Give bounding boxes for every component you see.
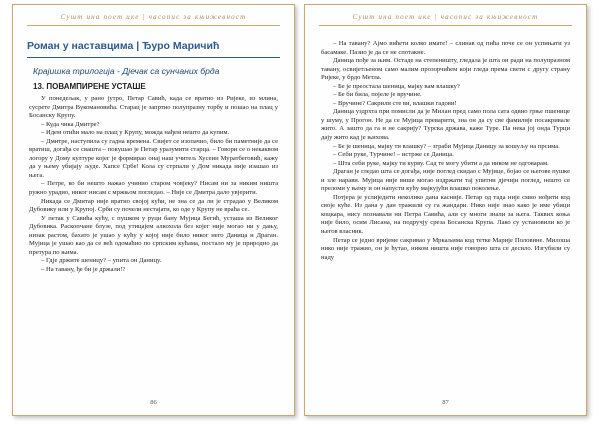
- page-number: 86: [150, 399, 157, 406]
- page-header: Сушт ина поет ике | часопис за књижевност: [352, 13, 539, 21]
- paragraph: Никада се Дмитар није вратио својој кући, не зна се да ли је страдао у Великом Дубовику или у Крупој. Срби су почели нестајати, ко оде у Крупу не враћа се.: [29, 197, 278, 214]
- header-divider: [319, 25, 572, 26]
- paragraph: – Шта себи руке, мајку ти курву. Сад те могу убити а да ником не одговарам.: [333, 159, 549, 167]
- title-divider: [27, 57, 280, 58]
- right-page: [304, 4, 587, 416]
- novel-title: Роман у наставцима | Ђуро Маричић: [27, 40, 220, 52]
- paragraph: Даница уздрхта при помисли да је Милан пред само пола сата одвио грње пшенице у шуму, у Прогон. Не да се Мујица преварити, зна он да су све фамилије посакривале жито. А зашто да га и не сакрију? Турска држава, каже Турe. Па нека јој онда Турци дају жито кад је њихова.: [321, 108, 570, 142]
- chapter-heading: 13. ПОВАМПИРЕНЕ УСТАШЕ: [33, 82, 146, 91]
- paragraph: – Идем отићи мало на плац у Крупу, можда нађем нешто да купим.: [41, 129, 230, 137]
- left-body-text: [29, 95, 278, 274]
- paragraph: – Бе би била, појеле је вручине.: [333, 91, 422, 99]
- page-header: Сушт ина поет ике | часопис за књижевност: [60, 13, 247, 21]
- paragraph: – Бе је шеница, мајку ти влашку? – зграби Мујица Даницу за кошуљу на прсима.: [333, 142, 560, 150]
- paragraph: У петак у Савића кућу, с пушком у руци бану Мујица Бегић, усташа из Великог Дубовика. Раскопчане блузе, под утицајем алкохола без којег није могао ни у дању, низак растом, бахато је ушао у кућу у којој није било никог него Даница и Драган. Мујица је ушао као да се већ одомаћио по српским кућама, постало му је природно да претура по њима.: [29, 214, 278, 256]
- paragraph: – Вручине? Сакрили сте ви, влашки гадови!: [333, 99, 457, 107]
- novel-subtitle: Крајишка трилогија - Дјечак са сунчаних брда: [33, 66, 220, 76]
- paragraph: – Куда чика Дмитре?: [41, 120, 100, 128]
- header-divider: [27, 25, 280, 26]
- paragraph: – Петре, ко би нешто нажао учинио старом човјеку? Нисам ни за никим ништа ружно урадио, никог нисам с мржњом погледао. – Није се Дмитра дало увјерити.: [29, 180, 278, 197]
- paragraph: – Себи руке, Турчине! – истрже се Даница.: [333, 151, 454, 159]
- page-number: 87: [442, 399, 449, 406]
- paragraph: – Бе је преостала шеница, мајку вам влашку?: [333, 82, 460, 90]
- paragraph: – Гдје држите шеницу? – упита он Даницу.: [41, 257, 162, 265]
- right-body-text: [321, 40, 570, 262]
- paragraph: Потјера је услиједити неколико дана касније. Петар од тада није смио нођити код своје куће. Из дана у дан тражили су га жандари. Нико није знао како је име убици коцкара, нису познавали ни Петра Савића, али су многи знали за њега. Таквих коња није било, осим Лисана, на подручју среза Босанска Крупа. Лако су установили ко је његов власник.: [321, 193, 570, 236]
- paragraph: У понедељак, у рано јутро, Петар Савић, када се вратио из Ријеке, из млина, сусрете Дмитра Вукомановића. Старац је запртио полупразну торбу и пошао на плац у Босанску Крупу.: [29, 95, 278, 120]
- paragraph: – На тавану? Ајмо вићети колко имате! – слинав од пића поче се он успињати уз басамаке. Пазио је да се не спотакне.: [321, 40, 570, 56]
- paragraph: Петар се једно вријеме сакривао у Мркаљима код тетке Марије Половине. Милоша нико није тражио, он је ћутао, ником ништа није говорио шта се десило. Изгубили су наду: [321, 236, 570, 261]
- paragraph: Даница пође за њим. Остаде на степеништу, гледала је шта он ради на полупразном тавану, освијетљеном само малим прозорчићем који гледа према свети с другу страну Ријеке, у брдо Метла.: [321, 57, 570, 82]
- paragraph: – Дмитре, наступила су гадна времена. Свијет се изопачио, било би паметније да се вратиш, догађа се свашта – покушао је Петар уразумити старца. – Говори се о некаквом логору у Дому културе којег је формирао онај наш учитељ Хусеин Муратбеговић, кажу да у њему убијају људе. Хапсе Србе! Кола су стрпали у Дом никада није изашао из њега.: [29, 137, 278, 179]
- left-page: [12, 4, 295, 416]
- paragraph: – На тавану, ђе би је држали!?: [41, 265, 126, 273]
- paragraph: Драган је гледао шта се догађа, није поглед скидао с Мујице, бојао се његове пушке и зле нарави. Мујица није више могао издржати тај упитни дјечији поглед, нешто се преломи у њему и он напусти кућу мајкујући влашко поколење.: [321, 168, 570, 193]
